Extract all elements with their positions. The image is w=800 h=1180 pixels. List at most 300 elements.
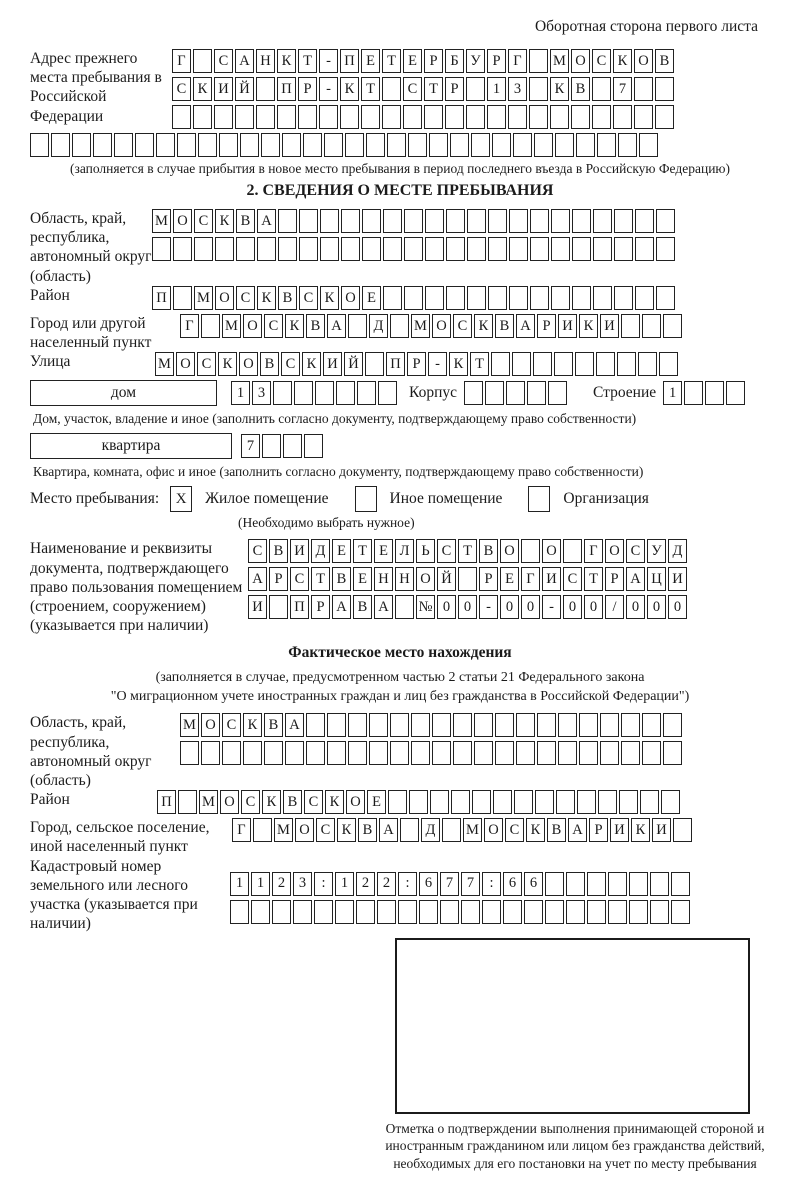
char-box[interactable]: [527, 381, 546, 405]
char-box[interactable]: Т: [353, 539, 372, 563]
char-box[interactable]: [178, 790, 197, 814]
char-box[interactable]: С: [403, 77, 422, 101]
char-box[interactable]: М: [274, 818, 293, 842]
char-box[interactable]: [642, 314, 661, 338]
char-box[interactable]: [306, 741, 325, 765]
char-box[interactable]: Е: [367, 790, 386, 814]
char-box[interactable]: [593, 209, 612, 233]
char-box[interactable]: :: [314, 872, 333, 896]
char-box[interactable]: [93, 133, 112, 157]
char-box[interactable]: С: [194, 209, 213, 233]
char-box[interactable]: М: [550, 49, 569, 73]
char-box[interactable]: Л: [395, 539, 414, 563]
char-box[interactable]: [551, 209, 570, 233]
char-box[interactable]: А: [235, 49, 254, 73]
char-box[interactable]: [408, 133, 427, 157]
char-box[interactable]: К: [474, 314, 493, 338]
char-box[interactable]: М: [463, 818, 482, 842]
char-box[interactable]: [256, 77, 275, 101]
char-box[interactable]: [663, 314, 682, 338]
char-box[interactable]: [655, 105, 674, 129]
char-box[interactable]: Н: [374, 567, 393, 591]
char-box[interactable]: [640, 790, 659, 814]
char-box[interactable]: 1: [663, 381, 682, 405]
char-box[interactable]: [618, 133, 637, 157]
char-box[interactable]: С: [214, 49, 233, 73]
char-box[interactable]: [378, 381, 397, 405]
char-box[interactable]: [382, 77, 401, 101]
char-box[interactable]: М: [155, 352, 174, 376]
char-box[interactable]: [635, 237, 654, 261]
char-box[interactable]: О: [239, 352, 258, 376]
char-box[interactable]: [390, 314, 409, 338]
char-box[interactable]: Р: [311, 595, 330, 619]
char-box[interactable]: [551, 237, 570, 261]
char-box[interactable]: [493, 790, 512, 814]
char-box[interactable]: [556, 790, 575, 814]
char-box[interactable]: О: [243, 314, 262, 338]
char-box[interactable]: В: [236, 209, 255, 233]
char-box[interactable]: 2: [377, 872, 396, 896]
char-box[interactable]: [592, 77, 611, 101]
char-box[interactable]: [72, 133, 91, 157]
char-box[interactable]: [453, 713, 472, 737]
char-box[interactable]: [639, 133, 658, 157]
char-box[interactable]: С: [290, 567, 309, 591]
char-box[interactable]: [430, 790, 449, 814]
char-box[interactable]: [261, 133, 280, 157]
char-box[interactable]: К: [285, 314, 304, 338]
char-box[interactable]: [487, 105, 506, 129]
char-box[interactable]: [663, 741, 682, 765]
char-box[interactable]: С: [626, 539, 645, 563]
char-box[interactable]: -: [542, 595, 561, 619]
char-box[interactable]: [659, 352, 678, 376]
char-box[interactable]: 0: [668, 595, 687, 619]
char-box[interactable]: [514, 790, 533, 814]
char-box[interactable]: Р: [298, 77, 317, 101]
char-box[interactable]: Г: [508, 49, 527, 73]
char-box[interactable]: [461, 900, 480, 924]
char-box[interactable]: [365, 352, 384, 376]
char-box[interactable]: О: [571, 49, 590, 73]
char-box[interactable]: :: [482, 872, 501, 896]
char-box[interactable]: В: [358, 818, 377, 842]
char-box[interactable]: 1: [230, 872, 249, 896]
char-box[interactable]: И: [214, 77, 233, 101]
char-box[interactable]: [446, 237, 465, 261]
char-box[interactable]: [621, 314, 640, 338]
char-box[interactable]: [661, 790, 680, 814]
char-box[interactable]: [419, 900, 438, 924]
char-box[interactable]: Е: [362, 286, 381, 310]
char-box[interactable]: [173, 237, 192, 261]
char-box[interactable]: [377, 900, 396, 924]
char-box[interactable]: [597, 133, 616, 157]
char-box[interactable]: [299, 237, 318, 261]
char-box[interactable]: [488, 209, 507, 233]
char-box[interactable]: Р: [407, 352, 426, 376]
char-box[interactable]: О: [176, 352, 195, 376]
char-box[interactable]: [294, 381, 313, 405]
char-box[interactable]: Т: [298, 49, 317, 73]
char-box[interactable]: [400, 818, 419, 842]
char-box[interactable]: А: [248, 567, 267, 591]
char-box[interactable]: В: [495, 314, 514, 338]
char-box[interactable]: Р: [487, 49, 506, 73]
char-box[interactable]: [425, 286, 444, 310]
char-box[interactable]: [341, 209, 360, 233]
char-box[interactable]: С: [299, 286, 318, 310]
char-box[interactable]: О: [500, 539, 519, 563]
char-box[interactable]: [474, 713, 493, 737]
char-box[interactable]: О: [341, 286, 360, 310]
char-box[interactable]: [304, 434, 323, 458]
char-box[interactable]: [327, 741, 346, 765]
char-box[interactable]: [388, 790, 407, 814]
char-box[interactable]: М: [152, 209, 171, 233]
char-box[interactable]: [545, 872, 564, 896]
char-box[interactable]: [533, 352, 552, 376]
char-box[interactable]: П: [152, 286, 171, 310]
char-box[interactable]: 3: [508, 77, 527, 101]
char-box[interactable]: К: [320, 286, 339, 310]
char-box[interactable]: А: [516, 314, 535, 338]
char-box[interactable]: И: [323, 352, 342, 376]
char-box[interactable]: С: [592, 49, 611, 73]
char-box[interactable]: Р: [479, 567, 498, 591]
checkbox-residential[interactable]: X: [170, 486, 192, 512]
char-box[interactable]: [467, 237, 486, 261]
char-box[interactable]: [411, 713, 430, 737]
char-box[interactable]: Е: [353, 567, 372, 591]
char-box[interactable]: [642, 741, 661, 765]
char-box[interactable]: 7: [613, 77, 632, 101]
char-box[interactable]: О: [215, 286, 234, 310]
char-box[interactable]: И: [668, 567, 687, 591]
char-box[interactable]: [650, 872, 669, 896]
char-box[interactable]: [424, 105, 443, 129]
char-box[interactable]: К: [262, 790, 281, 814]
char-box[interactable]: [383, 237, 402, 261]
char-box[interactable]: [656, 209, 675, 233]
char-box[interactable]: [572, 209, 591, 233]
char-box[interactable]: [425, 237, 444, 261]
char-box[interactable]: [336, 381, 355, 405]
char-box[interactable]: /: [605, 595, 624, 619]
char-box[interactable]: [513, 133, 532, 157]
char-box[interactable]: Д: [369, 314, 388, 338]
char-box[interactable]: С: [248, 539, 267, 563]
char-box[interactable]: С: [437, 539, 456, 563]
char-box[interactable]: №: [416, 595, 435, 619]
char-box[interactable]: Д: [311, 539, 330, 563]
char-box[interactable]: [341, 237, 360, 261]
char-box[interactable]: [298, 105, 317, 129]
char-box[interactable]: П: [386, 352, 405, 376]
char-box[interactable]: И: [290, 539, 309, 563]
char-box[interactable]: [201, 314, 220, 338]
char-box[interactable]: [671, 900, 690, 924]
char-box[interactable]: О: [295, 818, 314, 842]
char-box[interactable]: [240, 133, 259, 157]
char-box[interactable]: П: [290, 595, 309, 619]
char-box[interactable]: [529, 77, 548, 101]
char-box[interactable]: О: [634, 49, 653, 73]
char-box[interactable]: И: [610, 818, 629, 842]
char-box[interactable]: [495, 741, 514, 765]
char-box[interactable]: [579, 741, 598, 765]
char-box[interactable]: Т: [424, 77, 443, 101]
char-box[interactable]: 1: [335, 872, 354, 896]
char-box[interactable]: [273, 381, 292, 405]
char-box[interactable]: С: [316, 818, 335, 842]
char-box[interactable]: [285, 741, 304, 765]
char-box[interactable]: [548, 381, 567, 405]
char-box[interactable]: [450, 133, 469, 157]
char-box[interactable]: [656, 286, 675, 310]
char-box[interactable]: В: [479, 539, 498, 563]
char-box[interactable]: Р: [537, 314, 556, 338]
char-box[interactable]: [506, 381, 525, 405]
char-box[interactable]: М: [199, 790, 218, 814]
char-box[interactable]: [369, 713, 388, 737]
char-box[interactable]: О: [416, 567, 435, 591]
char-box[interactable]: [283, 434, 302, 458]
char-box[interactable]: [278, 237, 297, 261]
char-box[interactable]: [671, 872, 690, 896]
char-box[interactable]: [180, 741, 199, 765]
char-box[interactable]: [474, 741, 493, 765]
char-box[interactable]: [201, 741, 220, 765]
char-box[interactable]: [135, 133, 154, 157]
char-box[interactable]: [114, 133, 133, 157]
char-box[interactable]: О: [220, 790, 239, 814]
char-box[interactable]: [172, 105, 191, 129]
char-box[interactable]: Ь: [416, 539, 435, 563]
char-box[interactable]: Е: [374, 539, 393, 563]
char-box[interactable]: [576, 133, 595, 157]
char-box[interactable]: Б: [445, 49, 464, 73]
char-box[interactable]: [572, 286, 591, 310]
char-box[interactable]: [152, 237, 171, 261]
char-box[interactable]: [198, 133, 217, 157]
char-box[interactable]: [596, 352, 615, 376]
char-box[interactable]: Р: [605, 567, 624, 591]
char-box[interactable]: [327, 713, 346, 737]
char-box[interactable]: [471, 133, 490, 157]
char-box[interactable]: [705, 381, 724, 405]
char-box[interactable]: 2: [272, 872, 291, 896]
char-box[interactable]: [442, 818, 461, 842]
char-box[interactable]: [550, 105, 569, 129]
char-box[interactable]: Г: [180, 314, 199, 338]
char-box[interactable]: [314, 900, 333, 924]
char-box[interactable]: [366, 133, 385, 157]
char-box[interactable]: [650, 900, 669, 924]
char-box[interactable]: [485, 381, 504, 405]
char-box[interactable]: С: [264, 314, 283, 338]
char-box[interactable]: [446, 209, 465, 233]
char-box[interactable]: [348, 713, 367, 737]
char-box[interactable]: [272, 900, 291, 924]
char-box[interactable]: [390, 713, 409, 737]
char-box[interactable]: Д: [668, 539, 687, 563]
char-box[interactable]: П: [157, 790, 176, 814]
char-box[interactable]: [684, 381, 703, 405]
char-box[interactable]: [638, 352, 657, 376]
char-box[interactable]: [554, 352, 573, 376]
char-box[interactable]: С: [236, 286, 255, 310]
char-box[interactable]: А: [568, 818, 587, 842]
char-box[interactable]: Т: [382, 49, 401, 73]
char-box[interactable]: У: [647, 539, 666, 563]
char-box[interactable]: С: [172, 77, 191, 101]
char-box[interactable]: Т: [470, 352, 489, 376]
char-box[interactable]: С: [222, 713, 241, 737]
char-box[interactable]: Н: [256, 49, 275, 73]
char-box[interactable]: [555, 133, 574, 157]
char-box[interactable]: К: [215, 209, 234, 233]
char-box[interactable]: [593, 237, 612, 261]
char-box[interactable]: [492, 133, 511, 157]
char-box[interactable]: [177, 133, 196, 157]
char-box[interactable]: [472, 790, 491, 814]
char-box[interactable]: К: [337, 818, 356, 842]
char-box[interactable]: [411, 741, 430, 765]
char-box[interactable]: [30, 133, 49, 157]
char-box[interactable]: [608, 900, 627, 924]
char-box[interactable]: [395, 595, 414, 619]
char-box[interactable]: [509, 237, 528, 261]
char-box[interactable]: [634, 105, 653, 129]
char-box[interactable]: [425, 209, 444, 233]
char-box[interactable]: К: [193, 77, 212, 101]
char-box[interactable]: [409, 790, 428, 814]
char-box[interactable]: В: [571, 77, 590, 101]
char-box[interactable]: А: [327, 314, 346, 338]
char-box[interactable]: [264, 741, 283, 765]
char-box[interactable]: [340, 105, 359, 129]
char-box[interactable]: В: [332, 567, 351, 591]
char-box[interactable]: [635, 286, 654, 310]
char-box[interactable]: К: [302, 352, 321, 376]
char-box[interactable]: М: [180, 713, 199, 737]
char-box[interactable]: В: [269, 539, 288, 563]
char-box[interactable]: [383, 286, 402, 310]
char-box[interactable]: 0: [500, 595, 519, 619]
char-box[interactable]: [634, 77, 653, 101]
char-box[interactable]: [466, 105, 485, 129]
char-box[interactable]: [362, 237, 381, 261]
char-box[interactable]: Т: [311, 567, 330, 591]
char-box[interactable]: Н: [395, 567, 414, 591]
char-box[interactable]: [194, 237, 213, 261]
char-box[interactable]: [495, 713, 514, 737]
char-box[interactable]: [508, 105, 527, 129]
char-box[interactable]: [726, 381, 745, 405]
char-box[interactable]: К: [579, 314, 598, 338]
char-box[interactable]: 0: [584, 595, 603, 619]
char-box[interactable]: [230, 900, 249, 924]
char-box[interactable]: [467, 286, 486, 310]
char-box[interactable]: [558, 713, 577, 737]
char-box[interactable]: [335, 900, 354, 924]
char-box[interactable]: С: [241, 790, 260, 814]
char-box[interactable]: [587, 872, 606, 896]
char-box[interactable]: [369, 741, 388, 765]
char-box[interactable]: [277, 105, 296, 129]
char-box[interactable]: [222, 741, 241, 765]
char-box[interactable]: [320, 237, 339, 261]
char-box[interactable]: [235, 105, 254, 129]
char-box[interactable]: [575, 352, 594, 376]
char-box[interactable]: [587, 900, 606, 924]
char-box[interactable]: -: [428, 352, 447, 376]
char-box[interactable]: [534, 133, 553, 157]
char-box[interactable]: Г: [232, 818, 251, 842]
char-box[interactable]: [404, 286, 423, 310]
checkbox-organization[interactable]: [528, 486, 550, 512]
char-box[interactable]: [345, 133, 364, 157]
char-box[interactable]: [619, 790, 638, 814]
char-box[interactable]: К: [243, 713, 262, 737]
char-box[interactable]: Р: [445, 77, 464, 101]
char-box[interactable]: [269, 595, 288, 619]
char-box[interactable]: [545, 900, 564, 924]
char-box[interactable]: Р: [424, 49, 443, 73]
char-box[interactable]: К: [613, 49, 632, 73]
char-box[interactable]: [293, 900, 312, 924]
char-box[interactable]: Е: [403, 49, 422, 73]
char-box[interactable]: [219, 133, 238, 157]
char-box[interactable]: [278, 209, 297, 233]
char-box[interactable]: [503, 900, 522, 924]
char-box[interactable]: [629, 900, 648, 924]
char-box[interactable]: 6: [419, 872, 438, 896]
char-box[interactable]: И: [248, 595, 267, 619]
char-box[interactable]: С: [453, 314, 472, 338]
char-box[interactable]: 0: [563, 595, 582, 619]
char-box[interactable]: [215, 237, 234, 261]
checkbox-other-premises[interactable]: [355, 486, 377, 512]
char-box[interactable]: [617, 352, 636, 376]
char-box[interactable]: С: [304, 790, 323, 814]
char-box[interactable]: [598, 790, 617, 814]
char-box[interactable]: [282, 133, 301, 157]
char-box[interactable]: [614, 209, 633, 233]
char-box[interactable]: [387, 133, 406, 157]
char-box[interactable]: -: [479, 595, 498, 619]
char-box[interactable]: М: [222, 314, 241, 338]
char-box[interactable]: И: [652, 818, 671, 842]
char-box[interactable]: [608, 872, 627, 896]
char-box[interactable]: [193, 49, 212, 73]
char-box[interactable]: [319, 105, 338, 129]
char-box[interactable]: [348, 314, 367, 338]
char-box[interactable]: [243, 741, 262, 765]
char-box[interactable]: [348, 741, 367, 765]
char-box[interactable]: 0: [647, 595, 666, 619]
char-box[interactable]: [600, 713, 619, 737]
char-box[interactable]: С: [197, 352, 216, 376]
char-box[interactable]: М: [411, 314, 430, 338]
char-box[interactable]: [173, 286, 192, 310]
char-box[interactable]: [236, 237, 255, 261]
char-box[interactable]: [299, 209, 318, 233]
char-box[interactable]: [257, 237, 276, 261]
char-box[interactable]: Е: [361, 49, 380, 73]
